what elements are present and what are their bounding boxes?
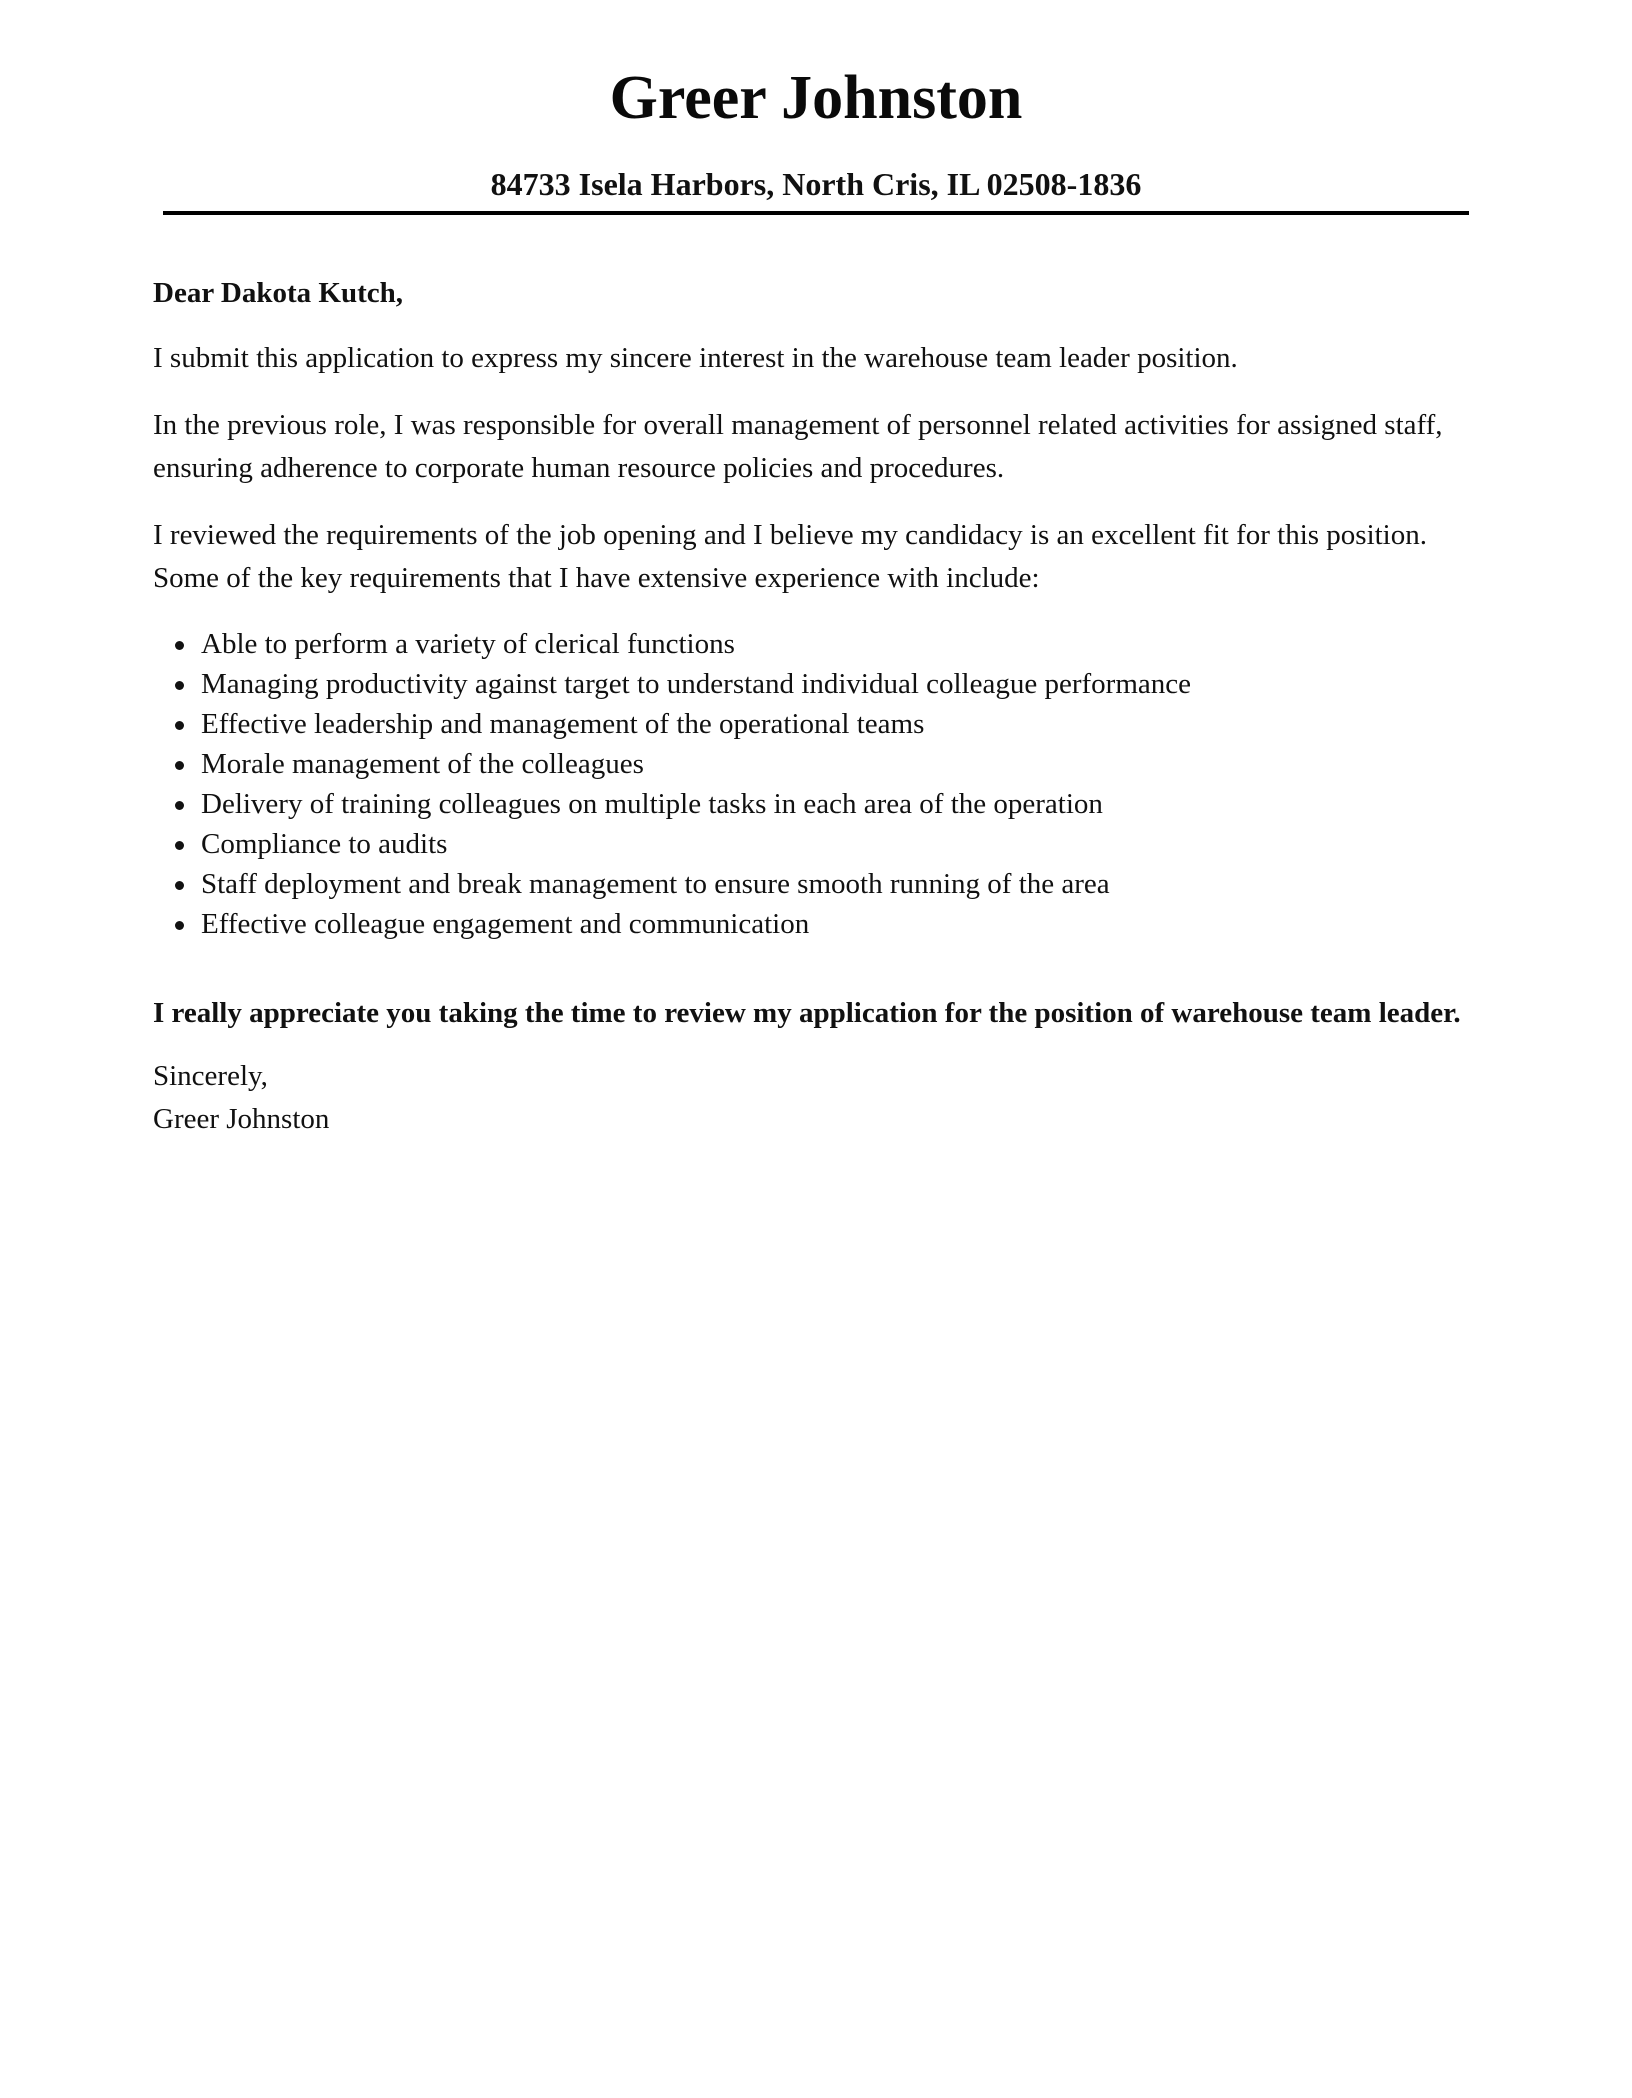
bullet-icon	[175, 881, 184, 890]
applicant-address: 84733 Isela Harbors, North Cris, IL 02508-1836	[490, 166, 1142, 202]
list-item	[153, 904, 1483, 944]
paragraph-previous-role: In the previous role, I was responsible for overall management of personnel related activities for assigned staff, ensuring adherence to corporate human resource policies and procedures.	[153, 409, 1443, 484]
list-item	[153, 624, 1483, 664]
list-item-text: Compliance to audits	[201, 828, 448, 860]
bullet-icon	[175, 921, 184, 930]
list-item	[153, 824, 1483, 864]
signature-name: Greer Johnston	[153, 1103, 330, 1135]
bullet-icon	[175, 841, 184, 850]
list-item-text: Morale management of the colleagues	[201, 748, 644, 780]
list-item	[153, 704, 1483, 744]
signoff: Sincerely,	[153, 1060, 268, 1092]
bullet-icon	[175, 801, 184, 810]
letter-body	[153, 272, 1483, 1141]
list-item	[153, 744, 1483, 784]
requirements-list	[153, 624, 1483, 944]
list-item	[153, 864, 1483, 904]
list-item-text: Able to perform a variety of clerical functions	[201, 628, 735, 660]
bullet-icon	[175, 761, 184, 770]
bullet-icon	[175, 641, 184, 650]
paragraph-requirements-intro: I reviewed the requirements of the job opening and I believe my candidacy is an excellent fit for this position. Some of the key requirements that I have extensive experience with include:	[153, 519, 1427, 594]
list-item-text: Effective colleague engagement and communication	[201, 908, 810, 940]
bullet-icon	[175, 721, 184, 730]
applicant-name: Greer Johnston	[609, 64, 1023, 132]
header-divider	[163, 211, 1469, 215]
list-item	[153, 784, 1483, 824]
closing-paragraph: I really appreciate you taking the time to review my application for the position of warehouse team leader.	[153, 997, 1461, 1029]
list-item-text: Delivery of training colleagues on multiple tasks in each area of the operation	[201, 788, 1103, 820]
salutation: Dear Dakota Kutch,	[153, 277, 403, 309]
list-item-text: Managing productivity against target to understand individual colleague performance	[201, 668, 1191, 700]
signoff-block	[153, 1055, 1483, 1141]
paragraph-intro: I submit this application to express my sincere interest in the warehouse team leader position.	[153, 342, 1238, 374]
bullet-icon	[175, 681, 184, 690]
list-item	[153, 664, 1483, 704]
list-item-text: Staff deployment and break management to ensure smooth running of the area	[201, 868, 1110, 900]
list-item-text: Effective leadership and management of the operational teams	[201, 708, 925, 740]
